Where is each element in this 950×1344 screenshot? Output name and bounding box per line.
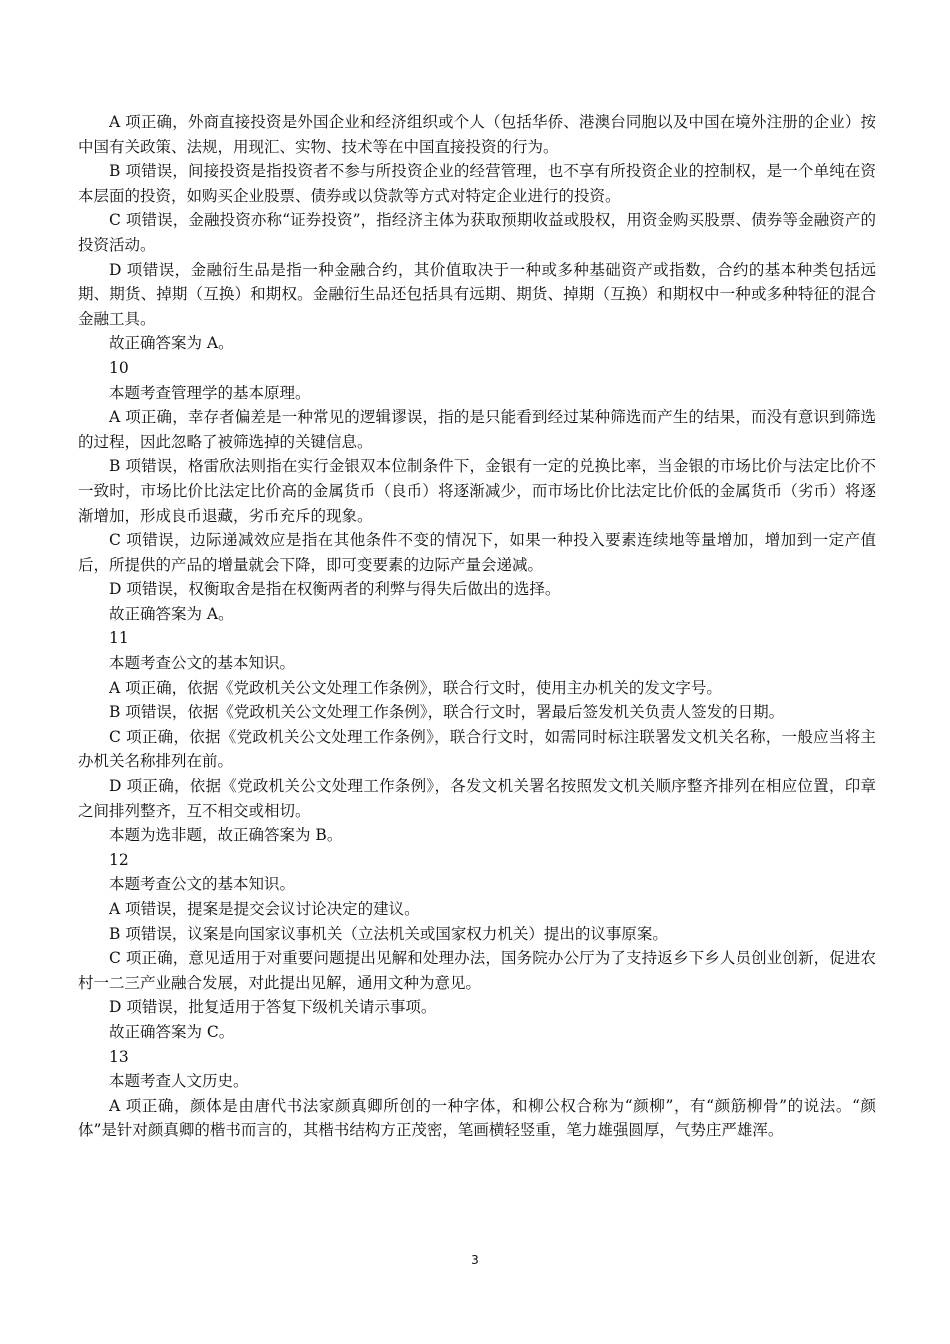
question-number-12: 12 [109, 850, 129, 869]
paragraph-10-option-b: B 项错误，格雷欣法则指在实行金银双本位制条件下，金银有一定的兑换比率，当金银的市场比价与法定比价不一致时，市场比价比法定比价高的金属货币（良币）将逐渐减少，而市场比价比法定比价低的金属货币（劣币）将逐渐增加，形成良币退藏，劣币充斥的现象。 [78, 457, 876, 525]
question-number-13: 13 [109, 1047, 129, 1066]
paragraph-topic-12: 本题考查公文的基本知识。 [109, 875, 296, 894]
paragraph-12-option-d: D 项错误，批复适用于答复下级机关请示事项。 [109, 998, 437, 1017]
paragraph-answer-11: 本题为选非题，故正确答案为 B。 [109, 826, 343, 845]
document-body [78, 110, 876, 1143]
paragraph-topic-10: 本题考查管理学的基本原理。 [109, 383, 311, 402]
paragraph-10-option-d: D 项错误，权衡取舍是指在权衡两者的利弊与得失后做出的选择。 [109, 580, 561, 599]
paragraph-12-option-c: C 项正确，意见适用于对重要问题提出见解和处理办法，国务院办公厅为了支持返乡下乡人员创业创新，促进农村一二三产业融合发展，对此提出见解，通用文种为意见。 [78, 949, 876, 992]
paragraph-answer-10: 故正确答案为 A。 [109, 604, 234, 623]
paragraph-topic-13: 本题考查人文历史。 [109, 1072, 249, 1091]
page-number: 3 [471, 1253, 479, 1267]
paragraph-option-d-derivatives: D 项错误，金融衍生品是指一种金融合约，其价值取决于一种或多种基础资产或指数，合约的基本种类包括远期、期货、掉期（互换）和期权。金融衍生品还包括具有远期、期货、掉期（互换）和期权中一种或多种特征的混合金融工具。 [78, 260, 876, 328]
paragraph-13-option-a: A 项正确，颜体是由唐代书法家颜真卿所创的一种字体，和柳公权合称为“颜柳”，有“颜筋柳骨”的说法。“颜体”是针对颜真卿的楷书而言的，其楷书结构方正茂密，笔画横轻竖重，笔力雄强圆厚，气势庄严雄浑。 [78, 1096, 876, 1140]
paragraph-11-option-b: B 项错误，依据《党政机关公文处理工作条例》，联合行文时，署最后签发机关负责人签发的日期。 [109, 703, 785, 722]
paragraph-11-option-c: C 项正确，依据《党政机关公文处理工作条例》，联合行文时，如需同时标注联署发文机关名称，一般应当将主办机关名称排列在前。 [78, 727, 876, 771]
question-number-10: 10 [109, 358, 129, 377]
paragraph-10-option-c: C 项错误，边际递减效应是指在其他条件不变的情况下，如果一种投入要素连续地等量增加，增加到一定产值后，所提供的产品的增量就会下降，即可变要素的边际产量会递减。 [78, 531, 876, 574]
paragraph-answer-9: 故正确答案为 A。 [109, 334, 234, 353]
question-number-11: 11 [109, 629, 129, 648]
paragraph-12-option-a: A 项错误，提案是提交会议讨论决定的建议。 [109, 900, 420, 918]
paragraph-10-option-a: A 项正确，幸存者偏差是一种常见的逻辑谬误，指的是只能看到经过某种筛选而产生的结果，而没有意识到筛选的过程，因此忽略了被筛选掉的关键信息。 [78, 408, 876, 451]
paragraph-topic-11: 本题考查公文的基本知识。 [109, 654, 296, 673]
paragraph-11-option-d: D 项正确，依据《党政机关公文处理工作条例》，各发文机关署名按照发文机关顺序整齐排列在相应位置，印章之间排列整齐，互不相交或相切。 [78, 777, 876, 820]
paragraph-option-a-fdi: A 项正确，外商直接投资是外国企业和经济组织或个人（包括华侨、港澳台同胞以及中国在境外注册的企业）按中国有关政策、法规，用现汇、实物、技术等在中国直接投资的行为。 [78, 113, 876, 156]
paragraph-option-c-financial: C 项错误，金融投资亦称“证券投资”，指经济主体为获取预期收益或股权，用资金购买股票、债券等金融资产的投资活动。 [78, 211, 876, 254]
paragraph-option-b-indirect: B 项错误，间接投资是指投资者不参与所投资企业的经营管理，也不享有所投资企业的控制权，是一个单纯在资本层面的投资，如购买企业股票、债券或以贷款等方式对特定企业进行的投资。 [78, 162, 876, 205]
paragraph-12-option-b: B 项错误，议案是向国家议事机关（立法机关或国家权力机关）提出的议事原案。 [109, 924, 668, 943]
paragraph-answer-12: 故正确答案为 C。 [109, 1022, 235, 1041]
paragraph-11-option-a: A 项正确，依据《党政机关公文处理工作条例》，联合行文时，使用主办机关的发文字号。 [109, 678, 722, 697]
